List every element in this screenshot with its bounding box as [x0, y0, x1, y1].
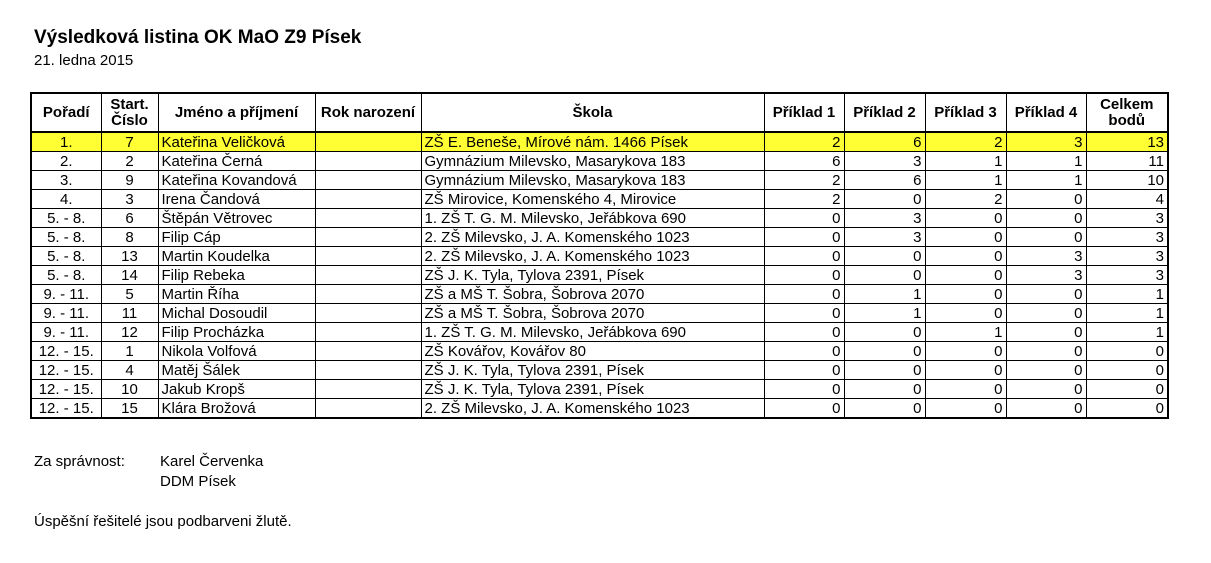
cell-start-number: 12: [101, 323, 158, 342]
header-rank: Pořadí: [31, 93, 101, 132]
cell-rank: 5. - 8.: [31, 228, 101, 247]
cell-total: 3: [1086, 209, 1168, 228]
cell-problem-3: 2: [925, 190, 1006, 209]
cell-name: Matěj Šálek: [158, 361, 315, 380]
table-row: [31, 285, 1168, 304]
cell-problem-1: 2: [764, 190, 844, 209]
header-total-line2: bodů: [1108, 111, 1146, 129]
cell-birth-year: [315, 304, 421, 323]
cell-problem-3: 0: [925, 399, 1006, 419]
table-row: [31, 132, 1168, 152]
cell-problem-1: 0: [764, 380, 844, 399]
cell-problem-4: 1: [1006, 171, 1086, 190]
cell-problem-4: 0: [1006, 380, 1086, 399]
header-birth-year: Rok narození: [315, 93, 421, 132]
cell-problem-1: 0: [764, 266, 844, 285]
cell-birth-year: [315, 247, 421, 266]
cell-start-number: 2: [101, 152, 158, 171]
table-row: [31, 380, 1168, 399]
header-total-line1: Celkem: [1100, 95, 1154, 113]
cell-problem-1: 0: [764, 361, 844, 380]
cell-problem-2: 0: [844, 361, 925, 380]
cell-rank: 3.: [31, 171, 101, 190]
header-problem-4: Příklad 4: [1006, 93, 1086, 132]
results-body: [31, 132, 1168, 418]
cell-birth-year: [315, 132, 421, 152]
page-title: Výsledková listina OK MaO Z9 Písek: [34, 27, 362, 48]
cell-problem-4: 0: [1006, 209, 1086, 228]
cell-rank: 12. - 15.: [31, 380, 101, 399]
cell-name: Kateřina Kovandová: [158, 171, 315, 190]
cell-start-number: 14: [101, 266, 158, 285]
results-table: [30, 92, 1169, 419]
cell-name: Kateřina Veličková: [158, 132, 315, 152]
cell-total: 10: [1086, 171, 1168, 190]
cell-name: Filip Rebeka: [158, 266, 315, 285]
cell-total: 3: [1086, 266, 1168, 285]
cell-rank: 5. - 8.: [31, 209, 101, 228]
cell-problem-1: 0: [764, 228, 844, 247]
cell-school: ZŠ Mirovice, Komenského 4, Mirovice: [421, 190, 764, 209]
cell-problem-2: 1: [844, 304, 925, 323]
header-start-line2: Číslo: [111, 111, 148, 129]
document-date: 21. ledna 2015: [34, 52, 134, 69]
header-start-number: [101, 93, 158, 132]
cell-problem-1: 2: [764, 132, 844, 152]
table-row: [31, 228, 1168, 247]
cell-problem-3: 0: [925, 304, 1006, 323]
cell-problem-4: 3: [1006, 132, 1086, 152]
cell-problem-2: 0: [844, 342, 925, 361]
cell-problem-2: 0: [844, 247, 925, 266]
cell-problem-4: 3: [1006, 266, 1086, 285]
cell-total: 0: [1086, 342, 1168, 361]
cell-problem-3: 0: [925, 228, 1006, 247]
header-problem-1: Příklad 1: [764, 93, 844, 132]
cell-problem-4: 0: [1006, 399, 1086, 419]
cell-start-number: 3: [101, 190, 158, 209]
cell-rank: 12. - 15.: [31, 361, 101, 380]
cell-total: 1: [1086, 304, 1168, 323]
cell-problem-1: 0: [764, 285, 844, 304]
cell-birth-year: [315, 209, 421, 228]
cell-birth-year: [315, 399, 421, 419]
cell-problem-1: 2: [764, 171, 844, 190]
cell-problem-2: 0: [844, 190, 925, 209]
header-problem-2: Příklad 2: [844, 93, 925, 132]
cell-school: ZŠ J. K. Tyla, Tylova 2391, Písek: [421, 266, 764, 285]
cell-start-number: 10: [101, 380, 158, 399]
cell-total: 3: [1086, 228, 1168, 247]
cell-problem-3: 0: [925, 266, 1006, 285]
cell-problem-3: 0: [925, 380, 1006, 399]
cell-total: 1: [1086, 323, 1168, 342]
cell-rank: 5. - 8.: [31, 247, 101, 266]
cell-school: 2. ZŠ Milevsko, J. A. Komenského 1023: [421, 228, 764, 247]
cell-school: ZŠ a MŠ T. Šobra, Šobrova 2070: [421, 304, 764, 323]
cell-problem-2: 3: [844, 209, 925, 228]
cell-name: Martin Říha: [158, 285, 315, 304]
cell-start-number: 11: [101, 304, 158, 323]
cell-problem-4: 1: [1006, 152, 1086, 171]
cell-problem-3: 2: [925, 132, 1006, 152]
cell-total: 3: [1086, 247, 1168, 266]
table-row: [31, 361, 1168, 380]
cell-name: Kateřina Černá: [158, 152, 315, 171]
cell-name: Martin Koudelka: [158, 247, 315, 266]
cell-start-number: 4: [101, 361, 158, 380]
cell-problem-3: 0: [925, 285, 1006, 304]
cell-birth-year: [315, 152, 421, 171]
cell-name: Irena Čandová: [158, 190, 315, 209]
cell-total: 13: [1086, 132, 1168, 152]
cell-rank: 9. - 11.: [31, 285, 101, 304]
table-row: [31, 209, 1168, 228]
cell-problem-4: 0: [1006, 190, 1086, 209]
header-row: [31, 93, 1168, 132]
cell-total: 0: [1086, 380, 1168, 399]
cell-school: ZŠ a MŠ T. Šobra, Šobrova 2070: [421, 285, 764, 304]
cell-birth-year: [315, 266, 421, 285]
verification-label: Za správnost:: [34, 453, 125, 470]
cell-rank: 2.: [31, 152, 101, 171]
cell-problem-1: 0: [764, 342, 844, 361]
cell-school: 1. ZŠ T. G. M. Milevsko, Jeřábkova 690: [421, 209, 764, 228]
table-row: [31, 171, 1168, 190]
cell-problem-4: 3: [1006, 247, 1086, 266]
cell-problem-4: 0: [1006, 361, 1086, 380]
cell-problem-3: 1: [925, 152, 1006, 171]
cell-problem-2: 1: [844, 285, 925, 304]
cell-problem-4: 0: [1006, 342, 1086, 361]
cell-problem-2: 0: [844, 323, 925, 342]
cell-school: ZŠ J. K. Tyla, Tylova 2391, Písek: [421, 361, 764, 380]
table-row: [31, 323, 1168, 342]
cell-problem-1: 0: [764, 247, 844, 266]
cell-problem-3: 0: [925, 209, 1006, 228]
cell-school: Gymnázium Milevsko, Masarykova 183: [421, 152, 764, 171]
cell-problem-1: 0: [764, 304, 844, 323]
cell-rank: 1.: [31, 132, 101, 152]
header-start-line1: Start.: [110, 95, 149, 113]
cell-problem-2: 0: [844, 399, 925, 419]
header-total: [1086, 93, 1168, 132]
cell-rank: 12. - 15.: [31, 342, 101, 361]
cell-school: 2. ZŠ Milevsko, J. A. Komenského 1023: [421, 247, 764, 266]
header-problem-3: Příklad 3: [925, 93, 1006, 132]
cell-problem-2: 6: [844, 171, 925, 190]
cell-birth-year: [315, 361, 421, 380]
cell-start-number: 13: [101, 247, 158, 266]
cell-name: Michal Dosoudil: [158, 304, 315, 323]
cell-start-number: 1: [101, 342, 158, 361]
cell-school: ZŠ J. K. Tyla, Tylova 2391, Písek: [421, 380, 764, 399]
cell-problem-3: 0: [925, 342, 1006, 361]
cell-birth-year: [315, 323, 421, 342]
cell-school: 2. ZŠ Milevsko, J. A. Komenského 1023: [421, 399, 764, 419]
cell-problem-3: 0: [925, 247, 1006, 266]
cell-problem-4: 0: [1006, 304, 1086, 323]
cell-problem-1: 0: [764, 209, 844, 228]
cell-rank: 9. - 11.: [31, 323, 101, 342]
cell-problem-1: 0: [764, 399, 844, 419]
cell-name: Štěpán Větrovec: [158, 209, 315, 228]
table-row: [31, 304, 1168, 323]
cell-rank: 4.: [31, 190, 101, 209]
cell-start-number: 15: [101, 399, 158, 419]
cell-total: 4: [1086, 190, 1168, 209]
cell-start-number: 7: [101, 132, 158, 152]
cell-birth-year: [315, 342, 421, 361]
cell-problem-1: 0: [764, 323, 844, 342]
cell-school: 1. ZŠ T. G. M. Milevsko, Jeřábkova 690: [421, 323, 764, 342]
cell-rank: 9. - 11.: [31, 304, 101, 323]
cell-problem-4: 0: [1006, 285, 1086, 304]
cell-problem-2: 0: [844, 380, 925, 399]
cell-problem-3: 0: [925, 361, 1006, 380]
header-school: Škola: [421, 93, 764, 132]
cell-problem-4: 0: [1006, 228, 1086, 247]
cell-problem-1: 6: [764, 152, 844, 171]
cell-birth-year: [315, 285, 421, 304]
verifier-organization: DDM Písek: [160, 473, 236, 490]
cell-rank: 5. - 8.: [31, 266, 101, 285]
cell-total: 1: [1086, 285, 1168, 304]
cell-problem-3: 1: [925, 323, 1006, 342]
cell-birth-year: [315, 380, 421, 399]
cell-name: Filip Procházka: [158, 323, 315, 342]
verifier-name: Karel Červenka: [160, 453, 264, 470]
cell-name: Klára Brožová: [158, 399, 315, 419]
table-row: [31, 152, 1168, 171]
table-row: [31, 342, 1168, 361]
cell-problem-2: 3: [844, 152, 925, 171]
table-row: [31, 247, 1168, 266]
cell-name: Jakub Kropš: [158, 380, 315, 399]
cell-rank: 12. - 15.: [31, 399, 101, 419]
table-row: [31, 399, 1168, 419]
cell-school: ZŠ E. Beneše, Mírové nám. 1466 Písek: [421, 132, 764, 152]
cell-total: 0: [1086, 399, 1168, 419]
cell-school: Gymnázium Milevsko, Masarykova 183: [421, 171, 764, 190]
cell-start-number: 6: [101, 209, 158, 228]
cell-name: Filip Cáp: [158, 228, 315, 247]
cell-name: Nikola Volfová: [158, 342, 315, 361]
header-name: Jméno a příjmení: [158, 93, 315, 132]
cell-school: ZŠ Kovářov, Kovářov 80: [421, 342, 764, 361]
cell-problem-2: 0: [844, 266, 925, 285]
cell-total: 0: [1086, 361, 1168, 380]
cell-start-number: 9: [101, 171, 158, 190]
cell-total: 11: [1086, 152, 1168, 171]
cell-problem-2: 3: [844, 228, 925, 247]
cell-start-number: 8: [101, 228, 158, 247]
cell-birth-year: [315, 228, 421, 247]
highlight-note: Úspěšní řešitelé jsou podbarveni žlutě.: [34, 513, 292, 530]
cell-problem-4: 0: [1006, 323, 1086, 342]
cell-start-number: 5: [101, 285, 158, 304]
table-row: [31, 266, 1168, 285]
table-row: [31, 190, 1168, 209]
cell-birth-year: [315, 171, 421, 190]
cell-problem-2: 6: [844, 132, 925, 152]
cell-problem-3: 1: [925, 171, 1006, 190]
cell-birth-year: [315, 190, 421, 209]
